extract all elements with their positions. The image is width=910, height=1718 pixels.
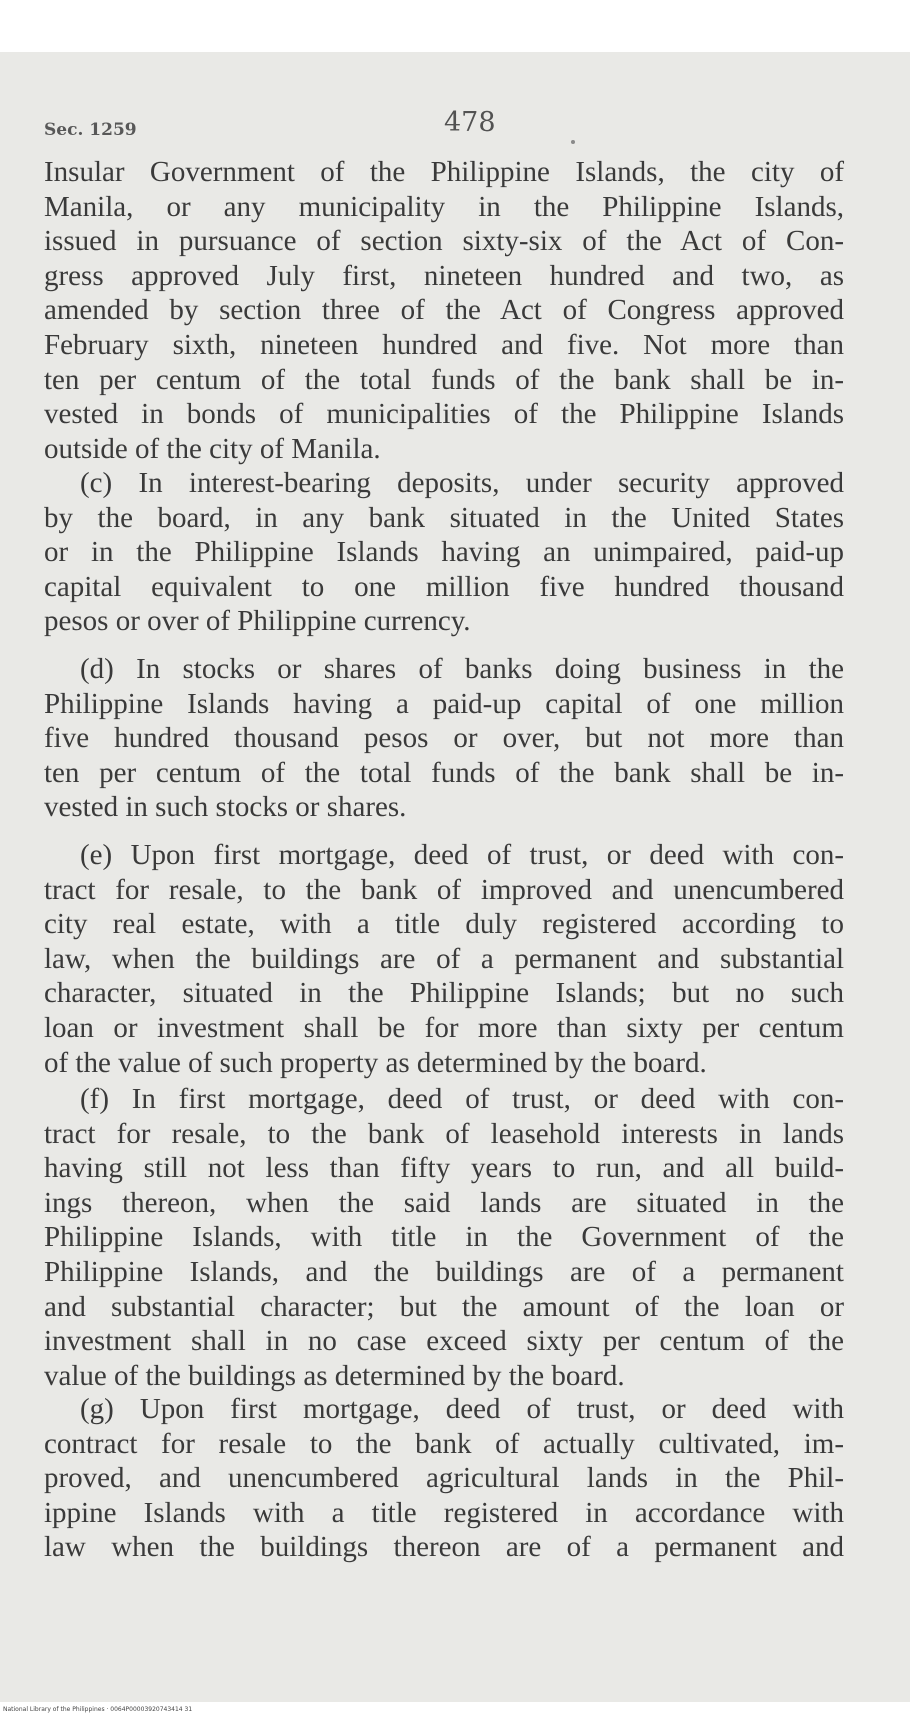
- text-line: tract for resale, to the bank of leasehold interests in lands: [44, 1117, 844, 1150]
- section-label: Sec. 1259: [44, 120, 137, 140]
- paragraph-d: [44, 652, 844, 825]
- text-line: pesos or over of Philippine currency.: [44, 605, 471, 638]
- text-line: and substantial character; but the amount of the loan or: [44, 1290, 844, 1323]
- text-line: by the board, in any bank situated in the United States: [44, 501, 844, 534]
- text-line: gress approved July first, nineteen hundred and two, as: [44, 259, 844, 292]
- text-line: Manila, or any municipality in the Philippine Islands,: [44, 190, 844, 223]
- text-line: contract for resale to the bank of actually cultivated, im-: [44, 1427, 844, 1460]
- text-line: February sixth, nineteen hundred and five. Not more than: [44, 328, 844, 361]
- library-footer: National Library of the Philippines · 0064P00003920743414 31: [3, 1706, 193, 1713]
- text-line: ings thereon, when the said lands are situated in the: [44, 1186, 844, 1219]
- text-line: vested in bonds of municipalities of the Philippine Islands: [44, 398, 844, 431]
- text-line: (d) In stocks or shares of banks doing business in the: [80, 653, 844, 685]
- text-line: five hundred thousand pesos or over, but not more than: [44, 722, 844, 755]
- text-line: outside of the city of Manila.: [44, 432, 381, 465]
- text-line: ippine Islands with a title registered in accordance with: [44, 1496, 844, 1529]
- paragraph-c: [44, 466, 844, 639]
- text-line: (e) Upon first mortgage, deed of trust, or deed with con-: [80, 839, 844, 871]
- text-line: ten per centum of the total funds of the bank shall be in-: [44, 756, 844, 789]
- page-number: 478: [444, 107, 496, 138]
- text-line: Philippine Islands, with title in the Government of the: [44, 1221, 844, 1254]
- text-line: Philippine Islands, and the buildings are of a permanent: [44, 1255, 844, 1288]
- text-line: city real estate, with a title duly registered according to: [44, 908, 844, 941]
- text-line: amended by section three of the Act of Congress approved: [44, 294, 844, 327]
- text-line: loan or investment shall be for more than sixty per centum: [44, 1011, 844, 1044]
- text-line: ten per centum of the total funds of the bank shall be in-: [44, 363, 844, 396]
- text-line: tract for resale, to the bank of improved and unencumbered: [44, 873, 844, 906]
- text-line: law when the buildings thereon are of a permanent and: [44, 1531, 844, 1564]
- text-line: investment shall in no case exceed sixty per centum of the: [44, 1325, 844, 1358]
- paragraph-e: [44, 838, 844, 1080]
- text-line: law, when the buildings are of a permanent and substantial: [44, 942, 844, 975]
- text-line: Insular Government of the Philippine Islands, the city of: [44, 156, 844, 188]
- text-line: (g) Upon first mortgage, deed of trust, or deed with: [80, 1393, 844, 1425]
- text-line: of the value of such property as determined by the board.: [44, 1046, 707, 1079]
- text-line: (f) In first mortgage, deed of trust, or deed with con-: [80, 1083, 844, 1115]
- text-line: proved, and unencumbered agricultural lands in the Phil-: [44, 1462, 844, 1495]
- text-line: capital equivalent to one million five hundred thousand: [44, 570, 844, 603]
- text-line: (c) In interest-bearing deposits, under security approved: [80, 467, 844, 499]
- text-line: Philippine Islands having a paid-up capital of one million: [44, 687, 844, 720]
- text-line: or in the Philippine Islands having an unimpaired, paid-up: [44, 536, 844, 569]
- text-line: character, situated in the Philippine Islands; but no such: [44, 977, 844, 1010]
- paragraph-g: [44, 1392, 844, 1565]
- text-line: having still not less than fifty years to run, and all build-: [44, 1152, 844, 1185]
- scan-speck: [571, 140, 575, 144]
- text-line: vested in such stocks or shares.: [44, 791, 407, 824]
- text-line: value of the buildings as determined by the board.: [44, 1359, 625, 1392]
- paragraph-f: [44, 1082, 844, 1393]
- text-line: issued in pursuance of section sixty-six of the Act of Con-: [44, 225, 844, 258]
- paragraph-continuation: [44, 155, 844, 466]
